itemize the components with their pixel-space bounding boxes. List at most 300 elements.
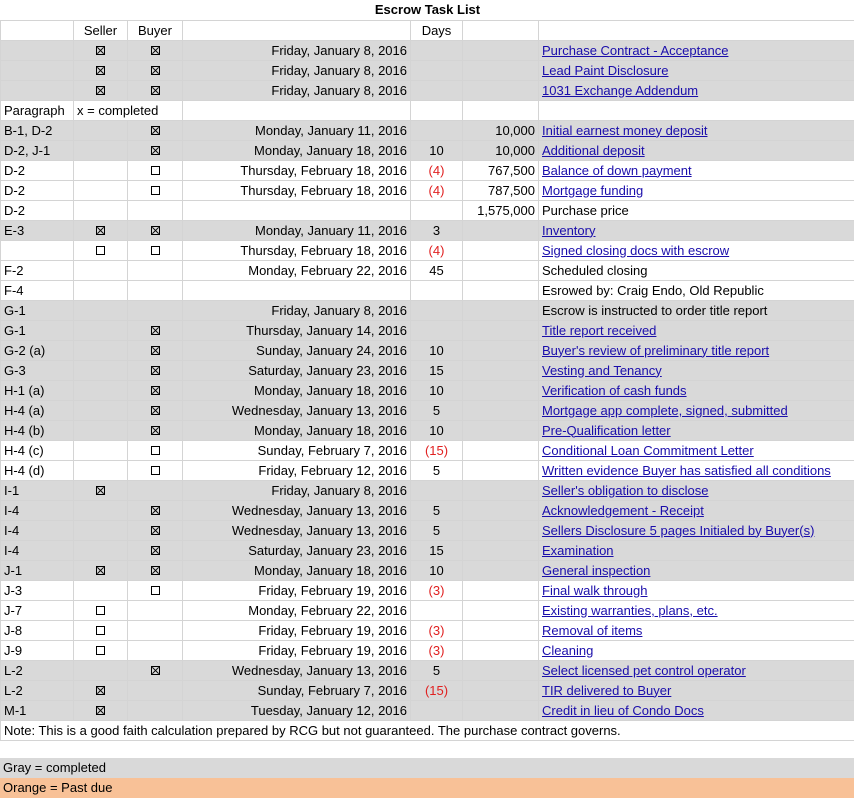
- days-count: (4): [411, 160, 463, 180]
- task-link-cell[interactable]: [539, 220, 854, 240]
- task-link[interactable]: Additional deposit: [542, 142, 645, 158]
- buyer-checkbox[interactable]: [128, 660, 183, 680]
- task-link[interactable]: Vesting and Tenancy: [542, 362, 662, 378]
- days-count: (3): [411, 640, 463, 660]
- task-link-cell[interactable]: [539, 640, 854, 660]
- seller-checkbox: [74, 460, 128, 480]
- checked-box-icon[interactable]: [96, 66, 105, 75]
- paragraph-ref: I-4: [1, 500, 74, 520]
- seller-checkbox: [74, 420, 128, 440]
- task-row: [1, 700, 854, 720]
- days-count: 5: [411, 400, 463, 420]
- task-link[interactable]: Pre-Qualification letter: [542, 422, 671, 438]
- task-link[interactable]: 1031 Exchange Addendum: [542, 82, 699, 98]
- seller-checkbox[interactable]: [74, 700, 128, 720]
- days-count: [411, 80, 463, 100]
- paragraph-ref: J-3: [1, 580, 74, 600]
- days-count: [411, 120, 463, 140]
- buyer-checkbox: [128, 200, 183, 220]
- task-row: [1, 520, 854, 540]
- task-link-cell[interactable]: [539, 620, 854, 640]
- checked-box-icon[interactable]: [151, 86, 160, 95]
- seller-checkbox: [74, 500, 128, 520]
- checked-box-icon[interactable]: [151, 126, 160, 135]
- amount: [463, 520, 539, 540]
- paragraph-ref: D-2: [1, 200, 74, 220]
- amount: [463, 660, 539, 680]
- buyer-checkbox[interactable]: [128, 360, 183, 380]
- seller-checkbox[interactable]: [74, 620, 128, 640]
- due-date: Thursday, February 18, 2016: [183, 160, 411, 180]
- paragraph-ref: H-4 (b): [1, 420, 74, 440]
- days-count: (3): [411, 620, 463, 640]
- checked-box-icon[interactable]: [151, 386, 160, 395]
- paragraph-ref: H-4 (d): [1, 460, 74, 480]
- buyer-checkbox[interactable]: [128, 500, 183, 520]
- paragraph-ref: L-2: [1, 680, 74, 700]
- buyer-checkbox[interactable]: [128, 340, 183, 360]
- seller-checkbox: [74, 380, 128, 400]
- due-date: [183, 200, 411, 220]
- amount: [463, 580, 539, 600]
- task-link[interactable]: Credit in lieu of Condo Docs: [542, 702, 704, 718]
- amount: [463, 40, 539, 60]
- checked-box-icon[interactable]: [151, 566, 160, 575]
- due-date: Friday, February 19, 2016: [183, 620, 411, 640]
- amount: 787,500: [463, 180, 539, 200]
- days-count: [411, 280, 463, 300]
- checked-box-icon[interactable]: [151, 546, 160, 555]
- buyer-checkbox[interactable]: [128, 460, 183, 480]
- due-date: Friday, January 8, 2016: [183, 300, 411, 320]
- checked-box-icon[interactable]: [96, 86, 105, 95]
- task-link[interactable]: Sellers Disclosure 5 pages Initialed by Buyer(s): [542, 522, 815, 538]
- paragraph-ref: H-4 (a): [1, 400, 74, 420]
- checked-box-icon[interactable]: [96, 566, 105, 575]
- task-row: [1, 200, 854, 220]
- amount: [463, 380, 539, 400]
- task-row: [1, 180, 854, 200]
- task-row: [1, 60, 854, 80]
- task-row: [1, 660, 854, 680]
- buyer-checkbox[interactable]: [128, 140, 183, 160]
- task-link[interactable]: Final walk through: [542, 582, 648, 598]
- task-link[interactable]: Seller's obligation to disclose: [542, 482, 709, 498]
- seller-checkbox: [74, 340, 128, 360]
- paragraph-ref: G-2 (a): [1, 340, 74, 360]
- buyer-checkbox: [128, 700, 183, 720]
- task-link-cell[interactable]: [539, 360, 854, 380]
- task-link-cell[interactable]: [539, 340, 854, 360]
- days-count: [411, 40, 463, 60]
- task-row: [1, 480, 854, 500]
- task-row: [1, 80, 854, 100]
- checked-box-icon[interactable]: [151, 426, 160, 435]
- task-link[interactable]: Existing warranties, plans, etc.: [542, 602, 718, 618]
- task-link[interactable]: Balance of down payment: [542, 162, 692, 178]
- task-row: [1, 120, 854, 140]
- days-count: 10: [411, 140, 463, 160]
- seller-checkbox: [74, 200, 128, 220]
- due-date: Sunday, February 7, 2016: [183, 440, 411, 460]
- empty-checkbox-icon[interactable]: [151, 246, 160, 255]
- amount: [463, 420, 539, 440]
- seller-checkbox[interactable]: [74, 680, 128, 700]
- days-header: Days: [411, 20, 463, 40]
- amount: [463, 500, 539, 520]
- legend-orange-past-due: Orange = Past due: [0, 778, 854, 798]
- paragraph-ref: [1, 60, 74, 80]
- buyer-checkbox: [128, 300, 183, 320]
- days-count: 5: [411, 500, 463, 520]
- due-date: Monday, January 18, 2016: [183, 380, 411, 400]
- task-text: Purchase price: [539, 200, 854, 220]
- checked-box-icon[interactable]: [96, 226, 105, 235]
- amount: 10,000: [463, 120, 539, 140]
- checked-box-icon[interactable]: [96, 706, 105, 715]
- task-link-cell[interactable]: [539, 540, 854, 560]
- seller-checkbox: [74, 660, 128, 680]
- buyer-checkbox[interactable]: [128, 40, 183, 60]
- seller-checkbox: [74, 440, 128, 460]
- buyer-checkbox: [128, 260, 183, 280]
- task-row: [1, 540, 854, 560]
- paragraph-ref: I-4: [1, 520, 74, 540]
- due-date: Saturday, January 23, 2016: [183, 360, 411, 380]
- task-link-cell[interactable]: [539, 380, 854, 400]
- task-link-cell[interactable]: [539, 680, 854, 700]
- due-date: Friday, January 8, 2016: [183, 80, 411, 100]
- amount: [463, 60, 539, 80]
- paragraph-ref: B-1, D-2: [1, 120, 74, 140]
- paragraph-header: Paragraph: [1, 100, 74, 120]
- days-count: (4): [411, 180, 463, 200]
- buyer-checkbox[interactable]: [128, 320, 183, 340]
- task-link-cell[interactable]: [539, 520, 854, 540]
- empty-checkbox-icon[interactable]: [151, 186, 160, 195]
- buyer-checkbox[interactable]: [128, 80, 183, 100]
- task-row: [1, 340, 854, 360]
- checked-box-icon[interactable]: [151, 226, 160, 235]
- buyer-checkbox: [128, 640, 183, 660]
- due-date: Sunday, February 7, 2016: [183, 680, 411, 700]
- buyer-checkbox: [128, 600, 183, 620]
- task-link[interactable]: Cleaning: [542, 642, 594, 658]
- legend-gray-completed: Gray = completed: [0, 758, 854, 778]
- task-link[interactable]: Title report received: [542, 322, 657, 338]
- checked-box-icon[interactable]: [151, 346, 160, 355]
- paragraph-ref: D-2: [1, 180, 74, 200]
- buyer-checkbox[interactable]: [128, 160, 183, 180]
- checked-box-icon[interactable]: [96, 46, 105, 55]
- task-link-cell[interactable]: [539, 440, 854, 460]
- empty-checkbox-icon[interactable]: [96, 246, 105, 255]
- task-row: [1, 240, 854, 260]
- paragraph-ref: F-4: [1, 280, 74, 300]
- paragraph-ref: L-2: [1, 660, 74, 680]
- paragraph-ref: I-1: [1, 480, 74, 500]
- task-link-cell[interactable]: [539, 40, 854, 60]
- task-link[interactable]: Written evidence Buyer has satisfied all conditions: [542, 462, 831, 478]
- checked-box-icon[interactable]: [151, 526, 160, 535]
- task-row: [1, 400, 854, 420]
- task-row: [1, 300, 854, 320]
- task-link[interactable]: Signed closing docs with escrow: [542, 242, 730, 258]
- task-link[interactable]: Examination: [542, 542, 614, 558]
- seller-checkbox: [74, 300, 128, 320]
- days-count: (15): [411, 440, 463, 460]
- due-date: Monday, January 18, 2016: [183, 140, 411, 160]
- task-link-cell[interactable]: [539, 600, 854, 620]
- checked-box-icon[interactable]: [151, 46, 160, 55]
- task-link-cell[interactable]: [539, 60, 854, 80]
- sheet-title: Escrow Task List: [374, 2, 481, 18]
- buyer-checkbox[interactable]: [128, 180, 183, 200]
- seller-checkbox: [74, 360, 128, 380]
- paragraph-ref: M-1: [1, 700, 74, 720]
- seller-checkbox[interactable]: [74, 60, 128, 80]
- task-row: [1, 320, 854, 340]
- task-link-cell[interactable]: [539, 420, 854, 440]
- paragraph-ref: J-9: [1, 640, 74, 660]
- paragraph-ref: G-1: [1, 320, 74, 340]
- task-link[interactable]: Inventory: [542, 222, 596, 238]
- seller-header: Seller: [74, 20, 128, 40]
- task-row: [1, 620, 854, 640]
- seller-checkbox: [74, 280, 128, 300]
- paragraph-ref: H-1 (a): [1, 380, 74, 400]
- checked-box-icon[interactable]: [151, 406, 160, 415]
- seller-checkbox[interactable]: [74, 40, 128, 60]
- buyer-checkbox[interactable]: [128, 60, 183, 80]
- task-row: [1, 40, 854, 60]
- seller-checkbox: [74, 400, 128, 420]
- days-count: (4): [411, 240, 463, 260]
- amount: 10,000: [463, 140, 539, 160]
- due-date: Sunday, January 24, 2016: [183, 340, 411, 360]
- amount: [463, 320, 539, 340]
- amount: 1,575,000: [463, 200, 539, 220]
- buyer-checkbox[interactable]: [128, 120, 183, 140]
- checked-box-icon[interactable]: [151, 506, 160, 515]
- empty-checkbox-icon[interactable]: [151, 446, 160, 455]
- due-date: Wednesday, January 13, 2016: [183, 520, 411, 540]
- task-row: [1, 280, 854, 300]
- task-link[interactable]: Select licensed pet control operator: [542, 662, 746, 678]
- buyer-header: Buyer: [128, 20, 183, 40]
- buyer-checkbox[interactable]: [128, 560, 183, 580]
- due-date: Thursday, January 14, 2016: [183, 320, 411, 340]
- buyer-checkbox[interactable]: [128, 400, 183, 420]
- due-date: Friday, February 19, 2016: [183, 640, 411, 660]
- task-link[interactable]: Removal of items: [542, 622, 643, 638]
- buyer-checkbox[interactable]: [128, 540, 183, 560]
- seller-checkbox: [74, 520, 128, 540]
- task-link[interactable]: Mortgage app complete, signed, submitted: [542, 402, 788, 418]
- task-link-cell[interactable]: [539, 120, 854, 140]
- paragraph-ref: [1, 80, 74, 100]
- due-date: Monday, January 11, 2016: [183, 220, 411, 240]
- due-date: Monday, January 18, 2016: [183, 420, 411, 440]
- amount: [463, 440, 539, 460]
- task-link-cell[interactable]: [539, 500, 854, 520]
- paragraph-ref: G-3: [1, 360, 74, 380]
- task-link-cell[interactable]: [539, 240, 854, 260]
- task-link-cell[interactable]: [539, 180, 854, 200]
- task-link-cell[interactable]: [539, 160, 854, 180]
- paragraph-header-row: [1, 100, 854, 120]
- buyer-checkbox: [128, 480, 183, 500]
- days-count: 5: [411, 660, 463, 680]
- task-link[interactable]: Acknowledgement - Receipt: [542, 502, 704, 518]
- task-link-cell[interactable]: [539, 460, 854, 480]
- checked-box-icon[interactable]: [96, 486, 105, 495]
- task-row: [1, 680, 854, 700]
- days-count: 10: [411, 340, 463, 360]
- days-count: 15: [411, 540, 463, 560]
- due-date: Friday, January 8, 2016: [183, 60, 411, 80]
- checked-box-icon[interactable]: [151, 66, 160, 75]
- task-link-cell[interactable]: [539, 580, 854, 600]
- paragraph-ref: J-8: [1, 620, 74, 640]
- task-link[interactable]: General inspection: [542, 562, 651, 578]
- checked-box-icon[interactable]: [151, 366, 160, 375]
- task-row: [1, 580, 854, 600]
- due-date: Thursday, February 18, 2016: [183, 240, 411, 260]
- paragraph-ref: I-4: [1, 540, 74, 560]
- task-row: [1, 640, 854, 660]
- due-date: Monday, January 11, 2016: [183, 120, 411, 140]
- task-link-cell[interactable]: [539, 140, 854, 160]
- days-count: [411, 200, 463, 220]
- task-link-cell[interactable]: [539, 480, 854, 500]
- task-text: Scheduled closing: [539, 260, 854, 280]
- checked-box-icon[interactable]: [151, 666, 160, 675]
- days-count: 15: [411, 360, 463, 380]
- seller-checkbox[interactable]: [74, 80, 128, 100]
- days-count: 5: [411, 460, 463, 480]
- completed-legend: x = completed: [74, 100, 183, 120]
- task-link-cell[interactable]: [539, 700, 854, 720]
- seller-checkbox[interactable]: [74, 640, 128, 660]
- seller-checkbox[interactable]: [74, 220, 128, 240]
- task-link-cell[interactable]: [539, 320, 854, 340]
- due-date: Tuesday, January 12, 2016: [183, 700, 411, 720]
- due-date: Wednesday, January 13, 2016: [183, 400, 411, 420]
- due-date: [183, 280, 411, 300]
- seller-checkbox[interactable]: [74, 600, 128, 620]
- amount: [463, 280, 539, 300]
- buyer-checkbox[interactable]: [128, 420, 183, 440]
- task-link[interactable]: Initial earnest money deposit: [542, 122, 708, 138]
- task-row: [1, 140, 854, 160]
- buyer-checkbox[interactable]: [128, 580, 183, 600]
- seller-checkbox[interactable]: [74, 560, 128, 580]
- task-row: [1, 500, 854, 520]
- task-link-cell[interactable]: [539, 400, 854, 420]
- seller-checkbox: [74, 320, 128, 340]
- empty-checkbox-icon[interactable]: [96, 606, 105, 615]
- task-link[interactable]: TIR delivered to Buyer: [542, 682, 672, 698]
- paragraph-ref: J-7: [1, 600, 74, 620]
- task-link[interactable]: Purchase Contract - Acceptance: [542, 42, 729, 58]
- seller-checkbox: [74, 140, 128, 160]
- due-date: Wednesday, January 13, 2016: [183, 660, 411, 680]
- task-link[interactable]: Verification of cash funds: [542, 382, 687, 398]
- task-row: [1, 260, 854, 280]
- seller-checkbox[interactable]: [74, 240, 128, 260]
- amount: [463, 540, 539, 560]
- empty-checkbox-icon[interactable]: [96, 626, 105, 635]
- buyer-checkbox[interactable]: [128, 220, 183, 240]
- seller-checkbox: [74, 580, 128, 600]
- empty-checkbox-icon[interactable]: [151, 586, 160, 595]
- buyer-checkbox: [128, 680, 183, 700]
- amount: [463, 640, 539, 660]
- days-count: [411, 300, 463, 320]
- task-link[interactable]: Conditional Loan Commitment Letter: [542, 442, 754, 458]
- amount: [463, 700, 539, 720]
- paragraph-ref: D-2, J-1: [1, 140, 74, 160]
- amount: [463, 260, 539, 280]
- days-count: 10: [411, 560, 463, 580]
- days-count: [411, 320, 463, 340]
- seller-checkbox[interactable]: [74, 480, 128, 500]
- due-date: Wednesday, January 13, 2016: [183, 500, 411, 520]
- amount: [463, 600, 539, 620]
- empty-checkbox-icon[interactable]: [151, 166, 160, 175]
- amount: [463, 620, 539, 640]
- task-row: [1, 560, 854, 580]
- due-date: Friday, February 12, 2016: [183, 460, 411, 480]
- days-count: 3: [411, 220, 463, 240]
- due-date: Friday, February 19, 2016: [183, 580, 411, 600]
- due-date: Saturday, January 23, 2016: [183, 540, 411, 560]
- task-link-cell[interactable]: [539, 660, 854, 680]
- task-link-cell[interactable]: [539, 560, 854, 580]
- seller-checkbox: [74, 160, 128, 180]
- buyer-checkbox[interactable]: [128, 520, 183, 540]
- empty-checkbox-icon[interactable]: [96, 646, 105, 655]
- buyer-checkbox[interactable]: [128, 440, 183, 460]
- days-count: [411, 700, 463, 720]
- days-count: 10: [411, 420, 463, 440]
- task-text: Esrowed by: Craig Endo, Old Republic: [539, 280, 854, 300]
- seller-checkbox: [74, 260, 128, 280]
- checked-box-icon[interactable]: [96, 686, 105, 695]
- checked-box-icon[interactable]: [151, 146, 160, 155]
- checked-box-icon[interactable]: [151, 326, 160, 335]
- amount: [463, 560, 539, 580]
- paragraph-ref: D-2: [1, 160, 74, 180]
- task-link-cell[interactable]: [539, 80, 854, 100]
- amount: [463, 240, 539, 260]
- empty-checkbox-icon[interactable]: [151, 466, 160, 475]
- buyer-checkbox[interactable]: [128, 380, 183, 400]
- buyer-checkbox: [128, 620, 183, 640]
- task-link[interactable]: Lead Paint Disclosure: [542, 62, 669, 78]
- buyer-checkbox[interactable]: [128, 240, 183, 260]
- amount: [463, 400, 539, 420]
- task-link[interactable]: Buyer's review of preliminary title report: [542, 342, 770, 358]
- days-count: 10: [411, 380, 463, 400]
- amount: 767,500: [463, 160, 539, 180]
- due-date: Monday, January 18, 2016: [183, 560, 411, 580]
- task-link[interactable]: Mortgage funding: [542, 182, 644, 198]
- buyer-checkbox: [128, 280, 183, 300]
- paragraph-ref: [1, 240, 74, 260]
- due-date: Friday, January 8, 2016: [183, 40, 411, 60]
